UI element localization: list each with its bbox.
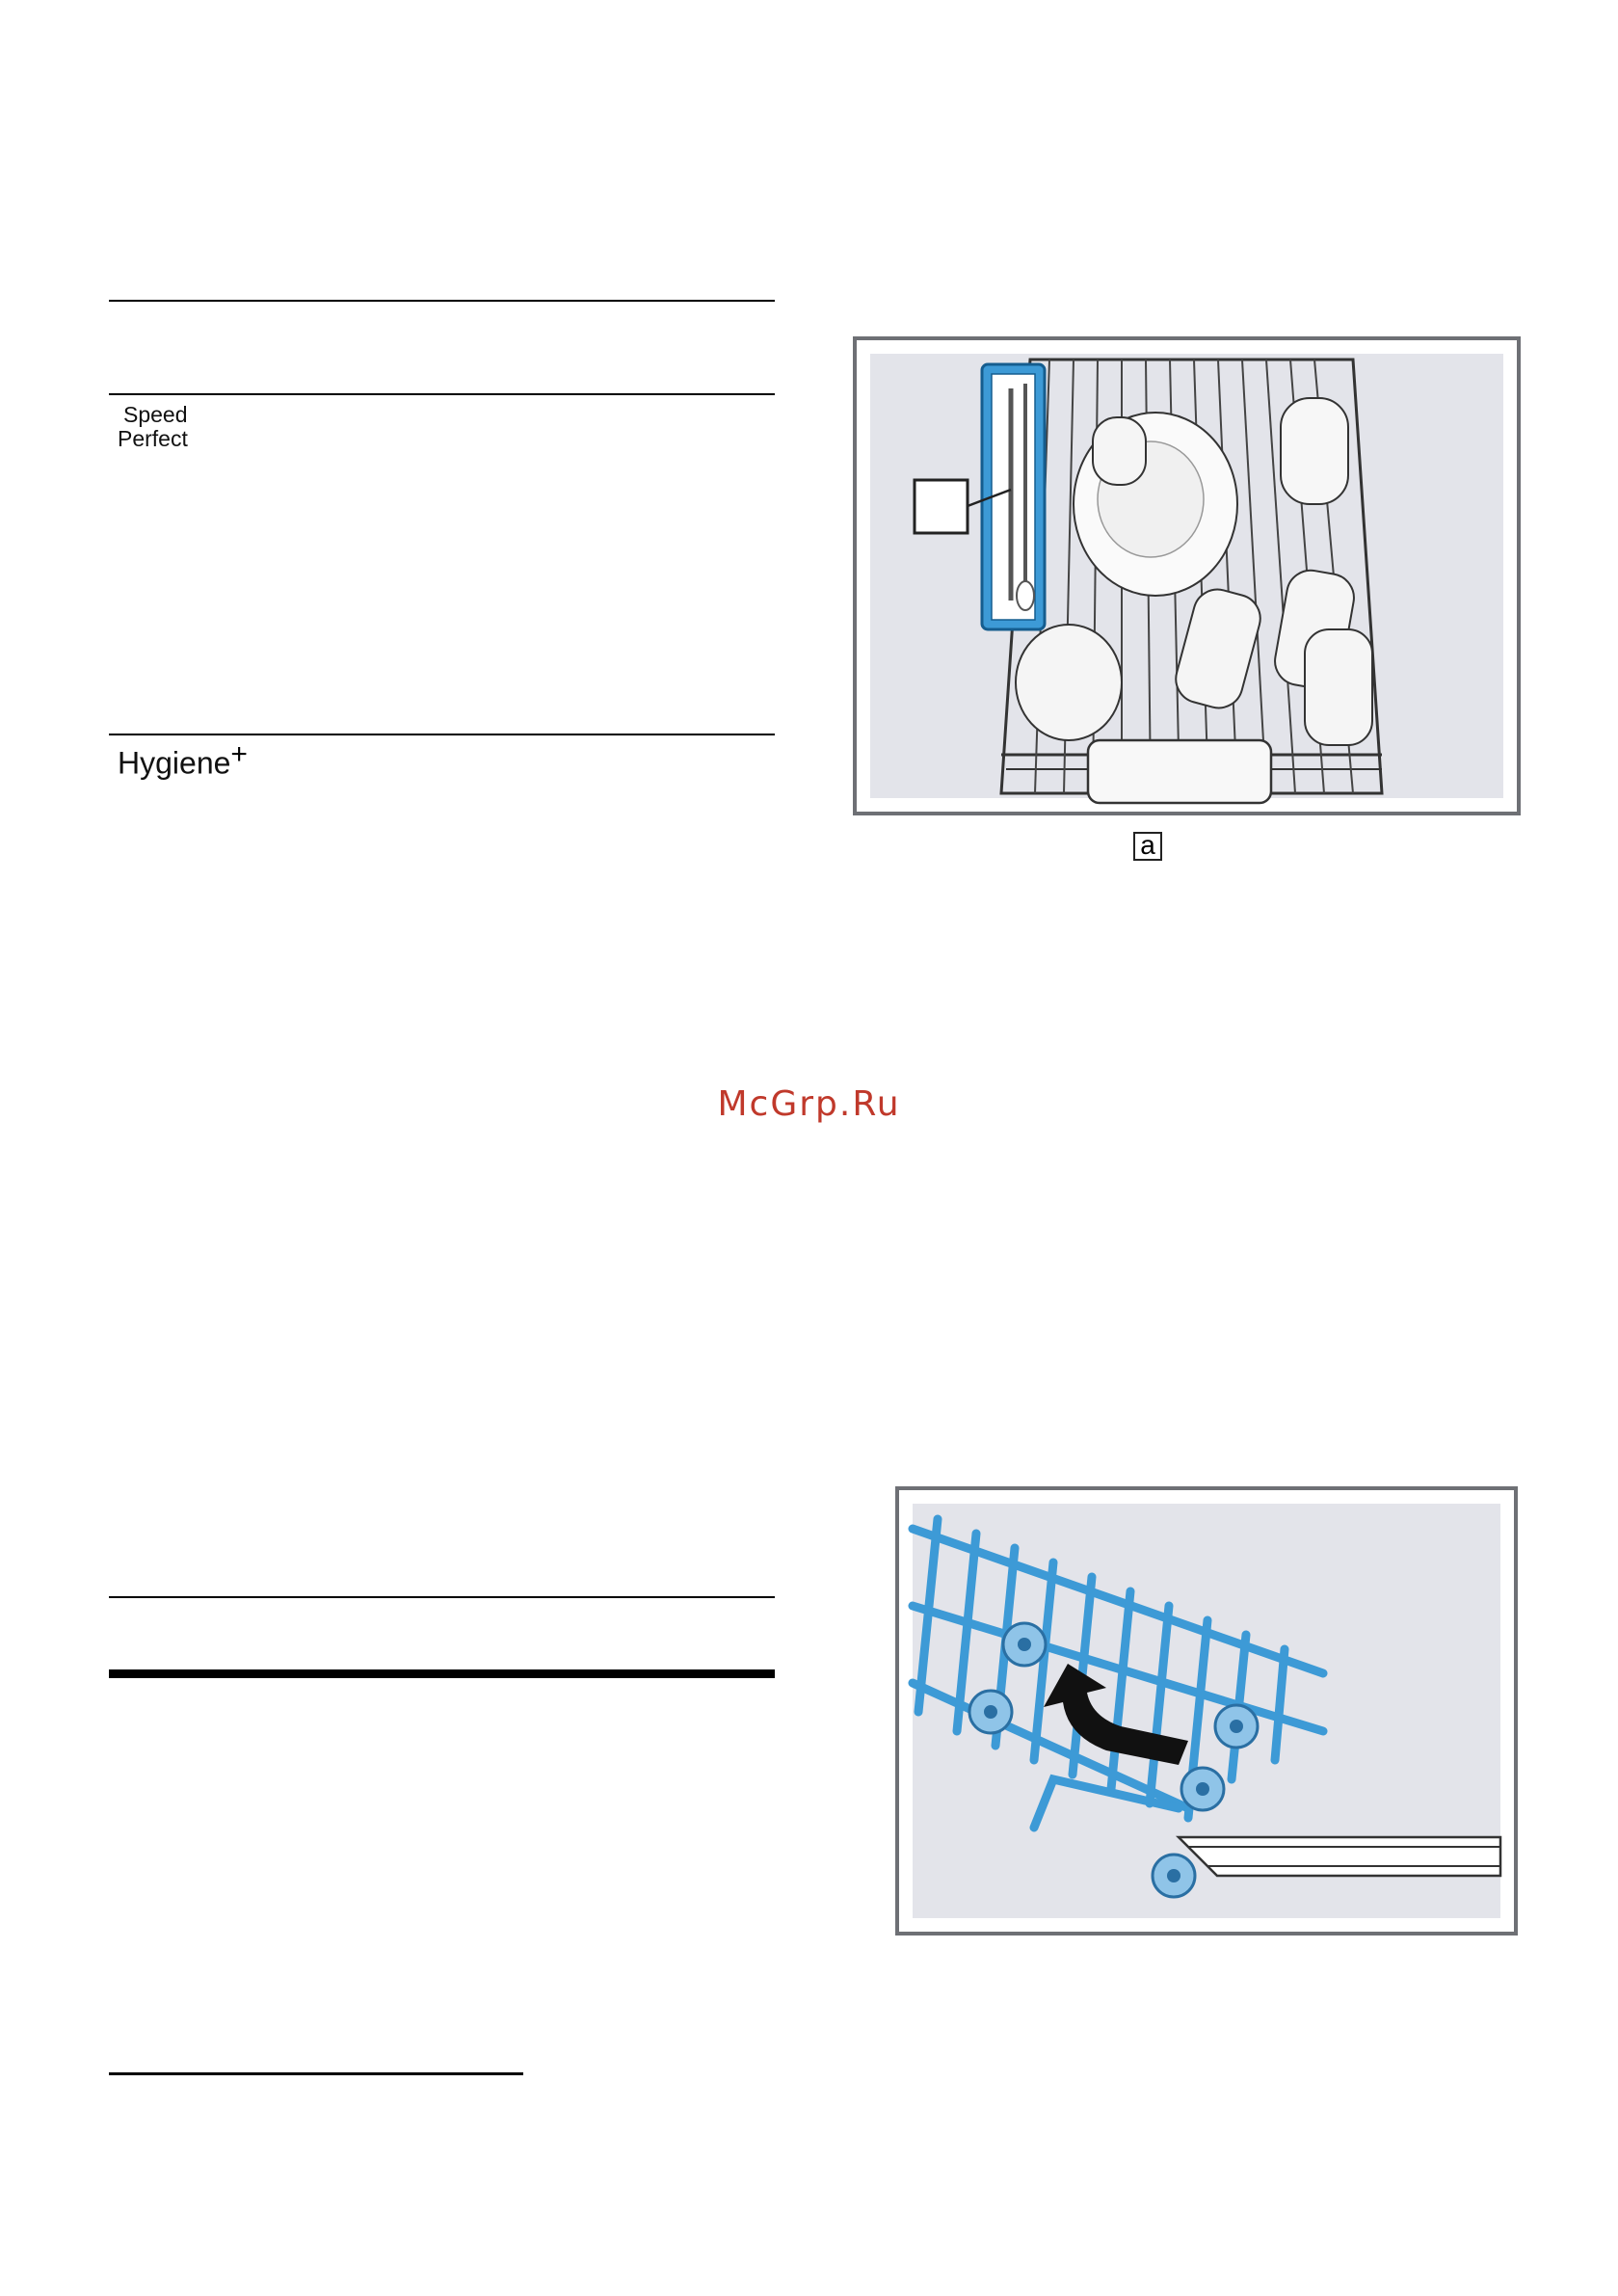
cup-right <box>1281 398 1348 504</box>
callout-box <box>915 480 968 533</box>
hygiene-plus-logo <box>118 738 248 790</box>
hygiene-label: Hygiene <box>118 745 231 781</box>
glass-front <box>1305 629 1372 745</box>
bowl <box>1016 625 1122 740</box>
figure-callout-label: a <box>1133 832 1162 861</box>
section-divider-thick <box>109 1669 775 1678</box>
speed-perfect-line2: Perfect <box>118 426 188 451</box>
section-divider-1 <box>109 300 775 302</box>
footnote-divider <box>109 2072 523 2075</box>
section-divider-3 <box>109 734 775 735</box>
section-divider-2 <box>109 393 775 395</box>
upper-basket-drawing <box>857 340 1517 812</box>
upper-basket-illustration <box>853 336 1521 815</box>
section-divider-4 <box>109 1596 775 1598</box>
lower-basket-drawing <box>899 1490 1514 1932</box>
basket-handle <box>1088 740 1271 803</box>
watermark: McGrp.Ru <box>717 1084 901 1124</box>
speed-perfect-logo <box>118 403 233 451</box>
speed-perfect-line1: Speed <box>123 402 188 427</box>
hygiene-plus-sign: + <box>230 738 248 770</box>
lower-basket-illustration <box>895 1486 1518 1936</box>
cup-back <box>1093 417 1146 485</box>
door-rail <box>1179 1837 1500 1876</box>
